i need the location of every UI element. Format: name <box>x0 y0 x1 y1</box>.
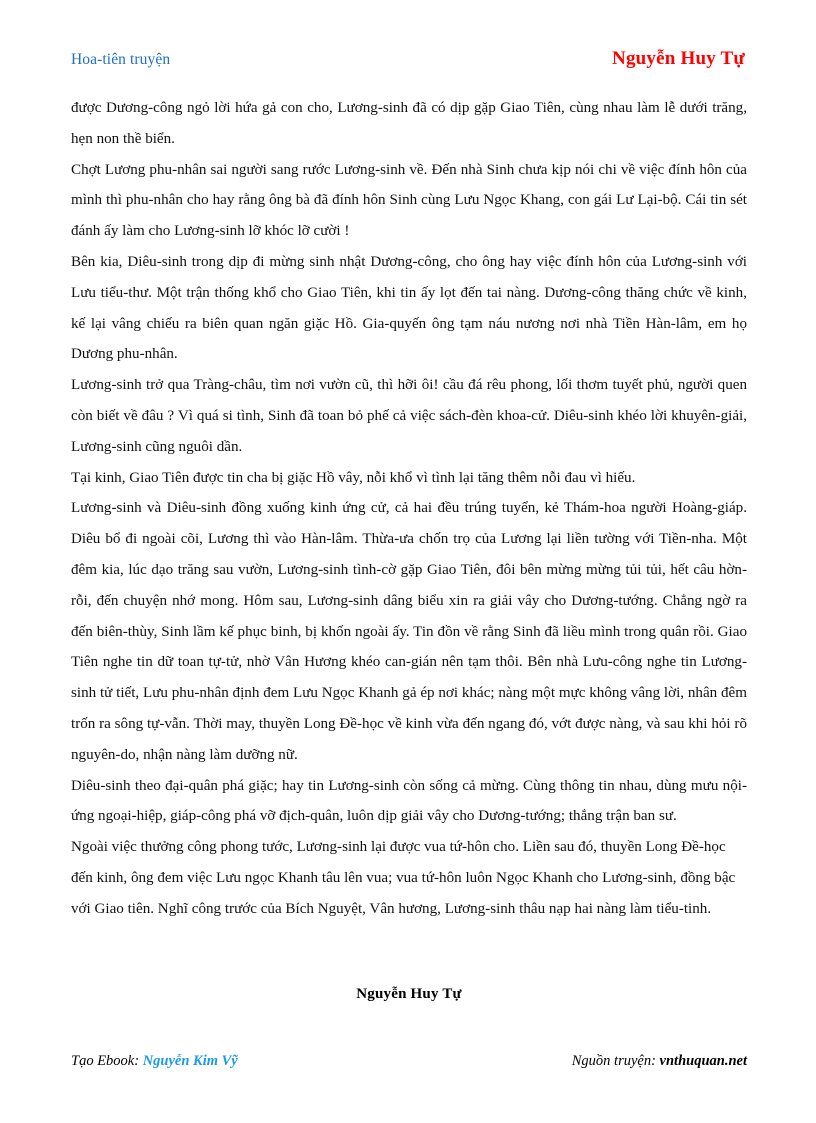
paragraph: Chợt Lương phu-nhân sai người sang rước Lương-sinh về. Đến nhà Sinh chưa kịp nói chi về việc đính hôn của mình thì phu-nhân cho hay rằng ông bà đã đính hôn Sinh cùng Lưu Ngọc Khang, con gái Lư Lại-bộ. Cái tin sét đánh ấy làm cho Lương-sinh lỡ khóc lỡ cười ! <box>71 161 747 240</box>
book-title: Hoa-tiên truyện <box>71 51 171 68</box>
paragraph: Lương-sinh trở qua Tràng-châu, tìm nơi vườn cũ, thì hỡi ôi! cầu đá rêu phong, lối thơm tuyết phủ, người quen còn biết về đâu ? Vì quá si tình, Sinh đã toan bỏ phế cả việc sách-đèn khoa-cử. Diêu-sinh khéo lời khuyên-giải, Lương-sinh cũng nguôi dần. <box>71 377 747 455</box>
ebook-creator-name: Nguyễn Kim Vỹ <box>142 1053 238 1069</box>
ebook-creator-label: Tạo Ebook: <box>71 1053 140 1069</box>
paragraph: Diêu-sinh theo đại-quân phá giặc; hay tin Lương-sinh còn sống cả mừng. Cùng thông tin nhau, dùng mưu nội-ứng ngoại-hiệp, giáp-công phá vỡ địch-quân, luôn dịp giải vây cho Dương-tướng; thắng trận ban sư. <box>71 777 747 825</box>
paragraph: Ngoài việc thưởng công phong tước, Lương-sinh lại được vua tứ-hôn cho. Liền sau đó, thuyền Long Đề-học đến kinh, ông đem việc Lưu ngọc Khanh tâu lên vua; vua tứ-hôn luôn Ngọc Khanh cho Lương-sinh, đồng bậc với Giao tiên. Nghĩ công trước của Bích Nguyệt, Vân hương, Lương-sinh thâu nạp hai nàng làm tiểu-tinh. <box>71 839 736 917</box>
source-label: Nguồn truyện: <box>571 1053 656 1069</box>
paragraph: được Dương-công ngỏ lời hứa gả con cho, Lương-sinh đã có dịp gặp Giao Tiên, cùng nhau làm lễ dưới trăng, hẹn non thề biển. <box>71 100 747 147</box>
paragraph: Lương-sinh và Diêu-sinh đồng xuống kinh ứng cử, cả hai đều trúng tuyển, kẻ Thám-hoa người Hoàng-giáp. Diêu bổ đi ngoài cõi, Lương thì vào Hàn-lâm. Thừa-ưa chốn trọ của Lương lại liền tường với Tiền-nha. Một đêm kia, lúc dạo trăng sau vườn, Lương-sinh tình-cờ gặp Giao Tiên, đôi bên mừng mừng tủi tủi, hết câu hờn-rỗi, đến chuyện nhớ mong. Hôm sau, Lương-sinh dâng biểu xin ra giải vây cho Dương-tướng. Chẳng ngờ ra đến biên-thùy, Sinh lầm kế phục binh, bị khốn ngoài ấy. Tin đồn về rằng Sinh đã liều mình trong quân rồi. Giao Tiên nghe tin dữ toan tự-tử, nhờ Vân Hương khéo can-gián nên tạm thôi. Bên nhà Lưu-công nghe tin Lương-sinh tử tiết, Lưu phu-nhân định đem Lưu Ngọc Khanh gả ép nơi khác; nàng một mực không vâng lời, nhân đêm trốn ra sông tự-vẫn. Thời may, thuyền Long Đề-học về kinh vừa đến ngang đó, vớt được nàng, và sau khi hỏi rõ nguyên-do, nhận nàng làm dưỡng nữ. <box>71 500 747 763</box>
ebook-creator-credit <box>71 1053 238 1070</box>
paragraph: Tại kinh, Giao Tiên được tin cha bị giặc Hồ vây, nỗi khổ vì tình lại tăng thêm nỗi đau vì hiếu. <box>71 469 636 486</box>
paragraph: Bên kia, Diêu-sinh trong dịp đi mừng sinh nhật Dương-công, cho ông hay việc đính hôn của Lương-sinh với Lưu tiểu-thư. Một trận thống khổ cho Giao Tiên, khi tin ấy lọt đến tai nàng. Dương-công thăng chức về kinh, kế lại vâng chiếu ra biên quan ngăn giặc Hồ. Gia-quyến ông tạm náu nương nơi nhà Tiền Hàn-lâm, em họ Dương phu-nhân. <box>71 253 747 363</box>
author-signature: Nguyễn Huy Tự <box>356 986 462 1002</box>
author-name-header: Nguyễn Huy Tự <box>612 48 745 69</box>
body-text <box>71 93 747 925</box>
source-name: vnthuquan.net <box>659 1053 747 1069</box>
source-credit <box>572 1053 747 1070</box>
running-head <box>71 48 745 72</box>
page-footer <box>71 1053 747 1077</box>
